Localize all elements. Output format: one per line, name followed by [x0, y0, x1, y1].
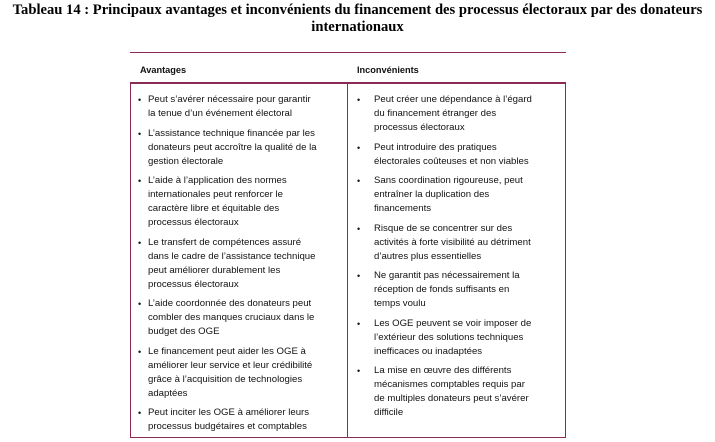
- bullet-icon: •: [138, 346, 142, 357]
- bullet-icon: •: [138, 408, 142, 418]
- advantage-item-text-line: la tenue d’un événement électoral: [148, 108, 293, 119]
- advantage-item: [138, 345, 343, 401]
- advantage-item-text-line: caractère libre et équitable des: [148, 203, 280, 214]
- disadvantage-item-text-line: mécanismes comptables requis par: [374, 379, 525, 390]
- advantage-item: [138, 406, 343, 434]
- advantage-item-text-line: internationales peut renforcer le: [148, 189, 283, 200]
- disadvantages-list: [354, 93, 561, 426]
- table-title-line-1: Tableau 14 : Principaux avantages et inconvénients du financement des processus électoraux par des donateurs: [12, 2, 703, 18]
- table-header-rule: [130, 82, 566, 84]
- bullet-icon: •: [357, 366, 361, 376]
- disadvantage-item-text-line: Peut créer une dépendance à l’égard: [374, 94, 532, 105]
- bullet-icon: •: [357, 318, 361, 329]
- disadvantage-item-text-line: Peut introduire des pratiques: [374, 141, 497, 153]
- advantage-item: [138, 93, 343, 121]
- disadvantage-item-text-line: La mise en œuvre des différents: [374, 365, 512, 376]
- disadvantage-item-text-line: d’autres plus essentielles: [374, 250, 482, 262]
- advantages-disadvantages-table: [130, 52, 566, 438]
- advantage-item-text-line: processus électoraux: [148, 217, 239, 228]
- disadvantage-item-text-line: temps voulu: [374, 298, 426, 309]
- disadvantage-item-text-line: Ne garantit pas nécessairement la: [374, 270, 520, 281]
- bullet-icon: •: [138, 237, 142, 248]
- advantage-item-text-line: donateurs peut accroître la qualité de la: [148, 141, 317, 153]
- table-title: [0, 2, 715, 36]
- disadvantage-item: [354, 93, 561, 135]
- bullet-icon: •: [138, 95, 142, 105]
- disadvantage-item-text-line: financements: [374, 203, 432, 214]
- disadvantage-item-text-line: processus électoraux: [374, 122, 465, 133]
- disadvantage-item-text-line: électorales coûteuses et non viables: [374, 155, 529, 167]
- advantage-item-text-line: adaptées: [148, 387, 188, 399]
- disadvantage-item-text-line: difficile: [374, 407, 404, 418]
- advantage-item-text-line: grâce à l’acquisition de technologies: [148, 373, 303, 385]
- bullet-icon: •: [138, 299, 142, 309]
- advantage-item: [138, 127, 343, 169]
- disadvantage-item-text-line: activités à forte visibilité au détriment: [374, 236, 531, 248]
- disadvantage-item: [354, 364, 561, 420]
- disadvantage-item-text-line: entraîner la duplication des: [374, 189, 490, 200]
- advantages-list: [138, 93, 343, 440]
- disadvantage-item: [354, 317, 561, 359]
- advantage-item-text-line: L’assistance technique financée par les: [148, 127, 315, 139]
- disadvantage-item-text-line: inefficaces ou inadaptées: [374, 345, 483, 357]
- advantage-item-text-line: budget des OGE: [148, 326, 220, 337]
- advantage-item-text-line: combler des manques cruciaux dans le: [148, 312, 315, 323]
- advantage-item-text-line: Peut s’avérer nécessaire pour garantir: [148, 94, 311, 105]
- disadvantage-item-text-line: Les OGE peuvent se voir imposer de: [374, 317, 532, 329]
- table-right-border: [565, 84, 566, 437]
- disadvantage-item-text-line: Risque de se concentrer sur des: [374, 222, 513, 234]
- advantage-item: [138, 236, 343, 292]
- advantage-item-text-line: L’aide coordonnée des donateurs peut: [148, 298, 312, 309]
- advantage-item: [138, 297, 343, 339]
- advantage-item: [138, 174, 343, 230]
- bullet-icon: •: [138, 128, 142, 139]
- bullet-icon: •: [138, 176, 142, 186]
- bullet-icon: •: [357, 176, 361, 186]
- advantage-item-text-line: processus électoraux: [148, 278, 239, 290]
- advantage-item-text-line: gestion électorale: [148, 155, 224, 167]
- advantage-item-text-line: dans le cadre de l’assistance technique: [148, 250, 316, 262]
- disadvantage-item: [354, 222, 561, 264]
- advantage-item-text-line: Le transfert de compétences assuré: [148, 236, 302, 248]
- bullet-icon: •: [357, 95, 361, 105]
- disadvantage-item: [354, 174, 561, 216]
- column-header-disadvantages: Inconvénients: [357, 65, 419, 75]
- disadvantage-item-text-line: du financement étranger des: [374, 108, 497, 119]
- advantage-item-text-line: Peut inciter les OGE à améliorer leurs: [148, 407, 310, 418]
- disadvantage-item-text-line: de multiples donateurs peut s’avérer: [374, 393, 529, 404]
- advantage-item-text-line: Le financement peut aider les OGE à: [148, 345, 306, 357]
- disadvantage-item: [354, 269, 561, 311]
- bullet-icon: •: [357, 142, 361, 153]
- advantage-item-text-line: processus budgétaires et comptables: [148, 421, 307, 432]
- disadvantage-item: [354, 141, 561, 169]
- table-left-border: [130, 84, 131, 437]
- bullet-icon: •: [357, 271, 361, 281]
- advantage-item-text-line: améliorer leur service et leur crédibilité: [148, 359, 313, 371]
- advantage-item-text-line: L’aide à l’application des normes: [148, 175, 287, 186]
- table-title-line-2: internationaux: [311, 19, 404, 35]
- table-top-rule: [130, 52, 566, 53]
- disadvantage-item-text-line: l’extérieur des solutions techniques: [374, 331, 524, 343]
- disadvantage-item-text-line: Sans coordination rigoureuse, peut: [374, 175, 523, 186]
- column-header-advantages: Avantages: [140, 65, 187, 75]
- bullet-icon: •: [357, 223, 361, 234]
- advantage-item-text-line: peut améliorer durablement les: [148, 264, 281, 276]
- table-column-divider: [347, 84, 348, 437]
- disadvantage-item-text-line: réception de fonds suffisants en: [374, 284, 510, 295]
